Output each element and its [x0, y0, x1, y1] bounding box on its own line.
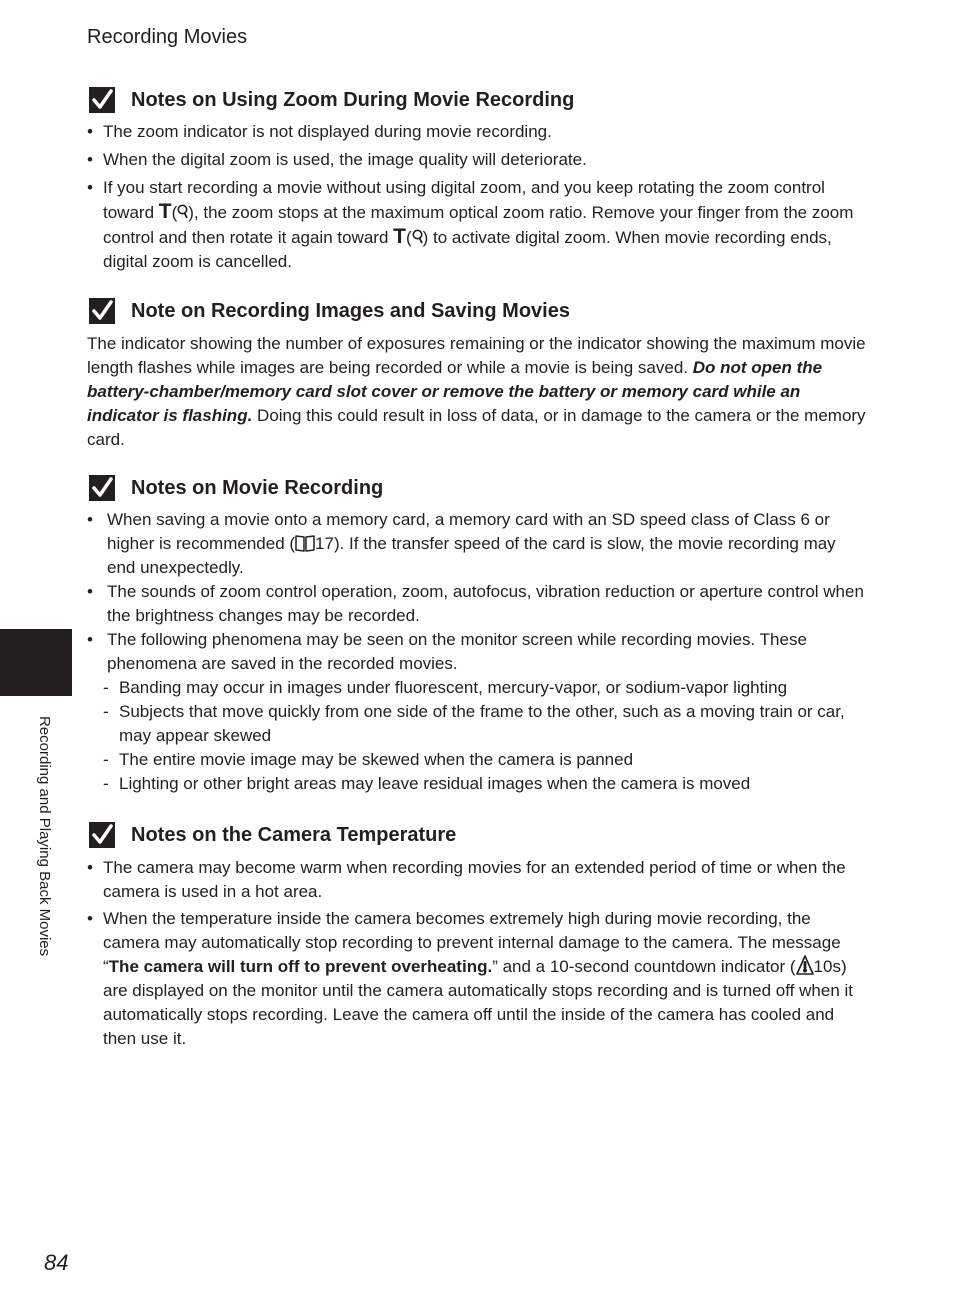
- bullet-list: [87, 856, 867, 1051]
- paragraph: The indicator showing the number of exposures remaining or the indicator showing the maximum movie length flashes while images are being recorded or while a movie is being saved. Do not open the battery-chamber/memory card slot cover or remove the battery or memory card while an indicator is flashing. Doing this could result in loss of data, or in damage to the camera or the memory card.: [87, 334, 866, 449]
- list-item: • When the digital zoom is used, the image quality will deteriorate.: [87, 148, 867, 172]
- overheat-message: The camera will turn off to prevent overheating.: [108, 957, 493, 976]
- section-heading: [87, 819, 867, 851]
- section-saving-notes: [87, 295, 867, 452]
- bullet-list: [87, 508, 867, 676]
- check-icon: [89, 475, 115, 501]
- list-item: - Banding may occur in images under fluorescent, mercury-vapor, or sodium-vapor lighting: [103, 678, 788, 697]
- section-title: Notes on Using Zoom During Movie Recording: [131, 88, 575, 111]
- list-item: • The zoom indicator is not displayed during movie recording.: [87, 120, 867, 144]
- tele-symbol: T: [393, 225, 406, 248]
- section-title: Note on Recording Images and Saving Movies: [131, 299, 570, 322]
- bullet-list: [87, 120, 867, 274]
- chapter-tab: [0, 629, 72, 696]
- list-item: - The entire movie image may be skewed when the camera is panned: [103, 750, 634, 769]
- section-zoom-notes: [87, 84, 867, 274]
- list-item: • When saving a movie onto a memory card, a memory card with an SD speed class of Class 6 or higher is recommended ( 17). If the transfer speed of the card is slow, the movie recording may end unexpectedly.: [87, 508, 867, 580]
- section-title: Notes on Movie Recording: [131, 476, 384, 499]
- section-title: Notes on the Camera Temperature: [131, 823, 457, 846]
- section-heading: [87, 84, 867, 116]
- page-number: 84: [44, 1250, 69, 1275]
- list-item: • The following phenomena may be seen on the monitor screen while recording movies. These phenomena are saved in the recorded movies.: [87, 628, 867, 676]
- list-item: - Subjects that move quickly from one side of the frame to the other, such as a moving train or car, may appear skewed: [103, 702, 845, 745]
- tele-symbol: T: [158, 200, 172, 223]
- list-item: • If you start recording a movie without using digital zoom, and you keep rotating the zoom control toward T( ), the zoom stops at the maximum optical zoom ratio. Remove your finger from the zoom control and then rotate it again toward T( ) to activate digital zoom. When movie recording ends, digital zoom is cancelled.: [87, 176, 867, 274]
- list-item: • The camera may become warm when recording movies for an extended period of time or when the camera is used in a hot area.: [87, 856, 867, 904]
- list-item: • When the temperature inside the camera becomes extremely high during movie recording, the camera may automatically stop recording to prevent internal damage to the camera. The message “The camera will turn off to prevent overheating.” and a 10-second countdown indicator ( 10s) are displayed on the monitor until the camera automatically stops recording and is turned off when it automatically stops recording. Leave the camera off until the inside of the camera has cooled and then use it.: [87, 907, 867, 1051]
- page-content: [87, 84, 867, 1054]
- chapter-side-label: Recording and Playing Back Movies: [36, 716, 53, 957]
- section-movie-notes: [87, 472, 867, 796]
- magnify-icon: [177, 204, 188, 219]
- section-temperature-notes: [87, 819, 867, 1051]
- section-heading: [87, 472, 867, 504]
- list-item: - Lighting or other bright areas may leave residual images when the camera is moved: [103, 774, 751, 793]
- magnify-icon: [412, 229, 423, 244]
- thermometer-warning-icon: [796, 955, 814, 975]
- section-heading: [87, 295, 867, 327]
- check-icon: [89, 822, 115, 848]
- dash-list: [87, 676, 867, 796]
- running-header: Recording Movies: [87, 26, 248, 48]
- book-reference-icon: [295, 534, 315, 552]
- check-icon: [89, 87, 115, 113]
- check-icon: [89, 298, 115, 324]
- list-item: • The sounds of zoom control operation, zoom, autofocus, vibration reduction or aperture control when the brightness changes may be recorded.: [87, 580, 867, 628]
- warning-text: Do not open the battery-chamber/memory card slot cover or remove the battery or memory card while an indicator is flashing.: [87, 358, 823, 425]
